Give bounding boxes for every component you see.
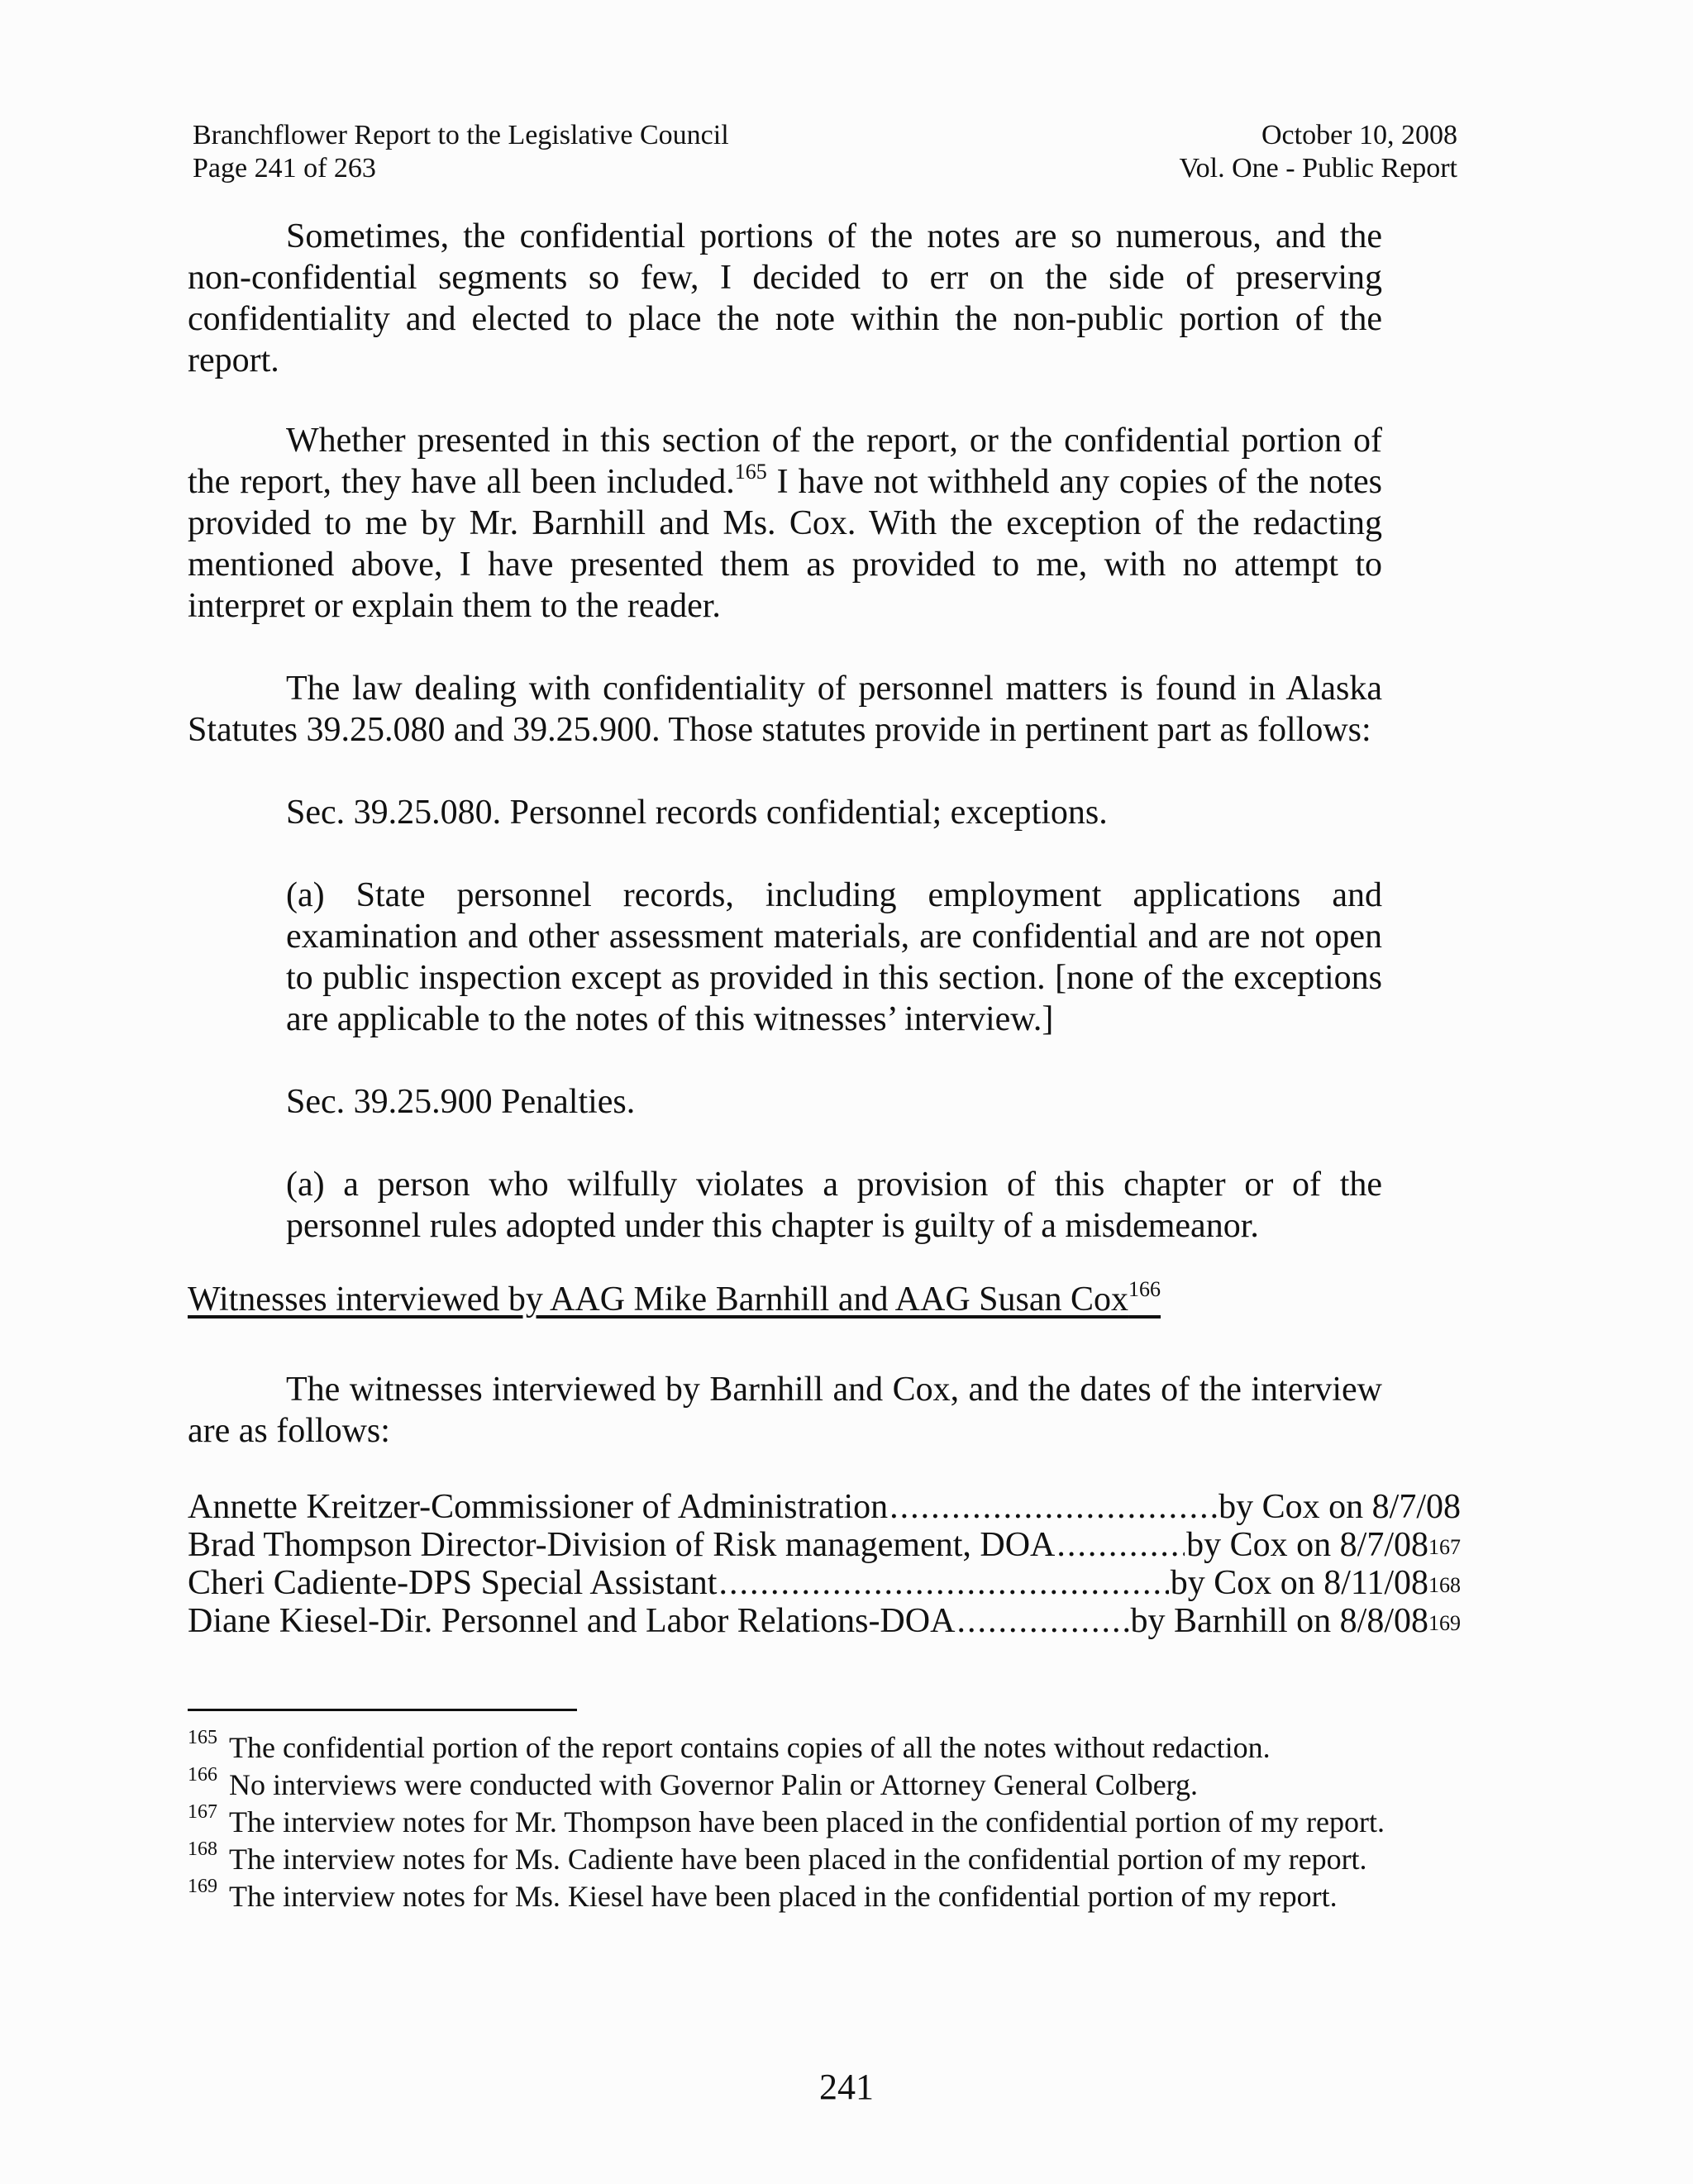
witness-intro: The witnesses interviewed by Barnhill and Cox, and the dates of the interview are as follows: (188, 1371, 1382, 1450)
witness-row (188, 1488, 1461, 1526)
volume-label: Vol. One - Public Report (1179, 153, 1457, 184)
statute-2-title: Sec. 39.25.900 Penalties. (286, 1083, 636, 1121)
statute-1-text: (a) State personnel records, including employment applications and examination and other assessment materials, are confidential and are not open to public inspection except as provided in this section. [none of the exceptions are applicable to the notes of this witnesses’ interview.] (286, 876, 1382, 1038)
page-number: 241 (819, 2067, 874, 2107)
dot-leader (718, 1564, 1168, 1602)
witness-row: Brad Thompson Director-Division of Risk management, DOA ..... by Cox on 8/7/08 $^{167}$ (188, 1526, 1461, 1564)
witness-interviewer: by Cox on 8/7/08 (1186, 1526, 1428, 1564)
footnote-ref-166: 166 (1128, 1277, 1161, 1301)
footnote-text: The confidential portion of the report contains copies of all the notes without redaction. (229, 1731, 1271, 1764)
paragraph-3: The law dealing with confidentiality of personnel matters is found in Alaska Statutes 39.25.080 and 39.25.900. Those statutes provide in pertinent part as follows: (188, 670, 1382, 749)
dot-leader (956, 1602, 1128, 1640)
paragraph-1: Sometimes, the confidential portions of the notes are so numerous, and the non-confidential segments so few, I decided to err on the side of preserving confidentiality and elected to place the note within the non-public portion of the report. (188, 217, 1382, 379)
witness-name: Cheri Cadiente-DPS Special Assistant (188, 1564, 718, 1602)
footnote: 166 No interviews were conducted with Governor Palin or Attorney General Colberg. (188, 1764, 1199, 1801)
witness-interviewer: by Cox on 8/7/08 (1218, 1488, 1461, 1526)
footnote-text: No interviews were conducted with Governor Palin or Attorney General Colberg. (229, 1768, 1199, 1801)
footnote-text: The interview notes for Ms. Cadiente have been placed in the confidential portion of my report. (229, 1843, 1367, 1876)
section-heading (188, 1279, 1161, 1320)
witness-interviewer: by Cox on 8/11/08 (1170, 1564, 1428, 1602)
footnote: 167 The interview notes for Mr. Thompson have been placed in the confidential portion of my report. (188, 1801, 1385, 1838)
dot-leader (889, 1488, 1217, 1526)
witness-name: Diane Kiesel-Dir. Personnel and Labor Relations-DOA (188, 1602, 956, 1640)
paragraph-2-text-b: I have not withheld any copies of the notes provided to me by Mr. Barnhill and Ms. Cox. With the exception of the redacting mentioned above, I have presented them as provided to me, with no attempt to interpret or explain them to the reader. (188, 463, 1382, 625)
report-date: October 10, 2008 (1261, 120, 1457, 150)
footnote-ref-165: 165 (734, 460, 767, 484)
footnote-text: The interview notes for Mr. Thompson have been placed in the confidential portion of my report. (229, 1805, 1385, 1838)
section-heading-text: Witnesses interviewed by AAG Mike Barnhill and AAG Susan Cox (188, 1280, 1129, 1319)
witness-row: Diane Kiesel-Dir. Personnel and Labor Relations-DOA ..... by Barnhill on 8/8/08 $^{169}$ (188, 1602, 1461, 1640)
footnote: 169 The interview notes for Ms. Kiesel have been placed in the confidential portion of my report. (188, 1876, 1338, 1913)
statute-2-text: (a) a person who wilfully violates a provision of this chapter or of the personnel rules adopted under this chapter is guilty of a misdemeanor. (286, 1166, 1382, 1245)
footnote-separator (188, 1709, 577, 1711)
page-count: Page 241 of 263 (193, 153, 376, 184)
statute-1-title: Sec. 39.25.080. Personnel records confidential; exceptions. (286, 794, 1108, 832)
footnote: 165 The confidential portion of the report contains copies of all the notes without redaction. (188, 1727, 1271, 1764)
footnote: 168 The interview notes for Ms. Cadiente have been placed in the confidential portion of my report. (188, 1838, 1367, 1876)
dot-leader (1056, 1526, 1185, 1564)
header-left (193, 119, 729, 185)
witness-name: Annette Kreitzer-Commissioner of Administration (188, 1488, 889, 1526)
header-right (1179, 119, 1457, 185)
witness-name: Brad Thompson Director-Division of Risk management, DOA (188, 1526, 1056, 1564)
witness-list (188, 1488, 1461, 1640)
paragraph-2-text-a: Whether presented in this section of the report, or the confidential portion of the report, they have all been included. (188, 422, 1382, 501)
footnote-text: The interview notes for Ms. Kiesel have been placed in the confidential portion of my report. (229, 1880, 1338, 1913)
witness-interviewer: by Barnhill on 8/8/08 (1130, 1602, 1428, 1640)
paragraph-2 (188, 420, 1382, 627)
witness-row: Cheri Cadiente-DPS Special Assistant ..... by Cox on 8/11/08 $^{168}$ (188, 1564, 1461, 1602)
footnote-list (188, 1729, 1465, 1915)
report-title: Branchflower Report to the Legislative Council (193, 120, 729, 150)
